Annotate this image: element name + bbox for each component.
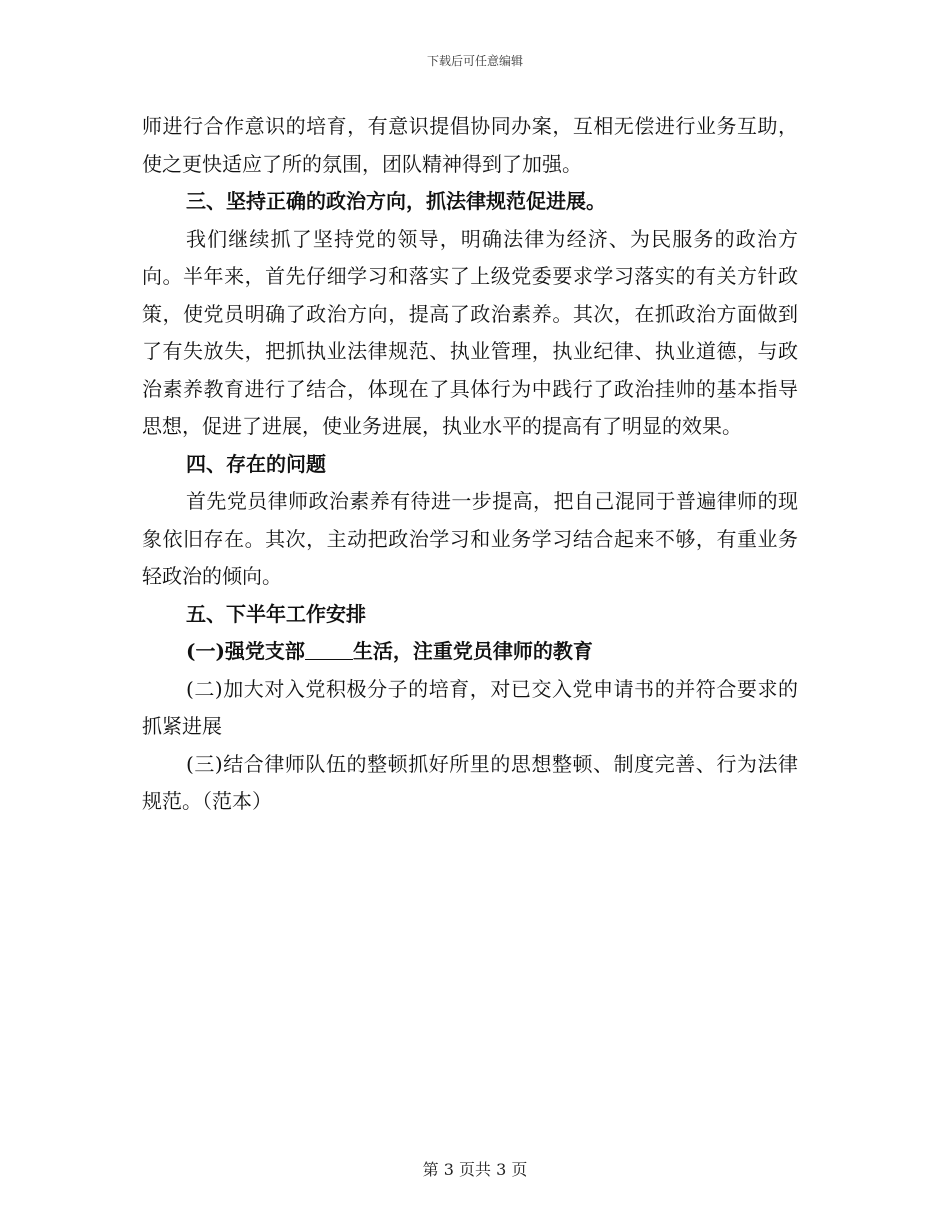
plan-item-2: (二)加大对入党积极分子的培育，对已交入党申请书的并符合要求的抓紧进展 [142,676,798,738]
paragraph-teamwork: 师进行合作意识的培育，有意识提倡协同办案，互相无偿进行业务互助，使之更快适应了所的氛围，团队精神得到了加强。 [142,114,798,176]
plan-item-1 [142,633,798,671]
plan-item-3: (三)结合律师队伍的整顿抓好所里的思想整顿、制度完善、行为法律规范。（范本） [142,751,798,813]
page-number: 第 3 页共 3 页 [422,1160,528,1179]
section-heading-problems: 四、存在的问题 [186,451,326,476]
plan-item-1-start: (一)强党支部 [186,639,305,663]
plan-item-1-end: 生活，注重党员律师的教育 [352,639,593,663]
section-heading-plan: 五、下半年工作安排 [186,601,366,626]
paragraph-problems: 首先党员律师政治素养有待进一步提高，把自己混同于普遍律师的现象依旧存在。其次，主动把政治学习和业务学习结合起来不够，有重业务轻政治的倾向。 [142,489,798,588]
paragraph-political-direction: 我们继续抓了坚持党的领导，明确法律为经济、为民服务的政治方向。半年来，首先仔细学习和落实了上级党委要求学习落实的有关方针政策，使党员明确了政治方向，提高了政治素养。其次，在抓政治方面做到了有失放失，把抓执业法律规范、执业管理，执业纪律、执业道德，与政治素养教育进行了结合，体现在了具体行为中践行了政治挂帅的基本指导思想，促进了进展，使业务进展，执业水平的提高有了明显的效果。 [142,226,798,438]
fill-in-blank [305,637,353,660]
section-heading-political-direction: 三、坚持正确的政治方向，抓法律规范促进展。 [186,189,606,213]
page-header: 下载后可任意编辑 [426,54,523,68]
document-body [142,108,798,821]
